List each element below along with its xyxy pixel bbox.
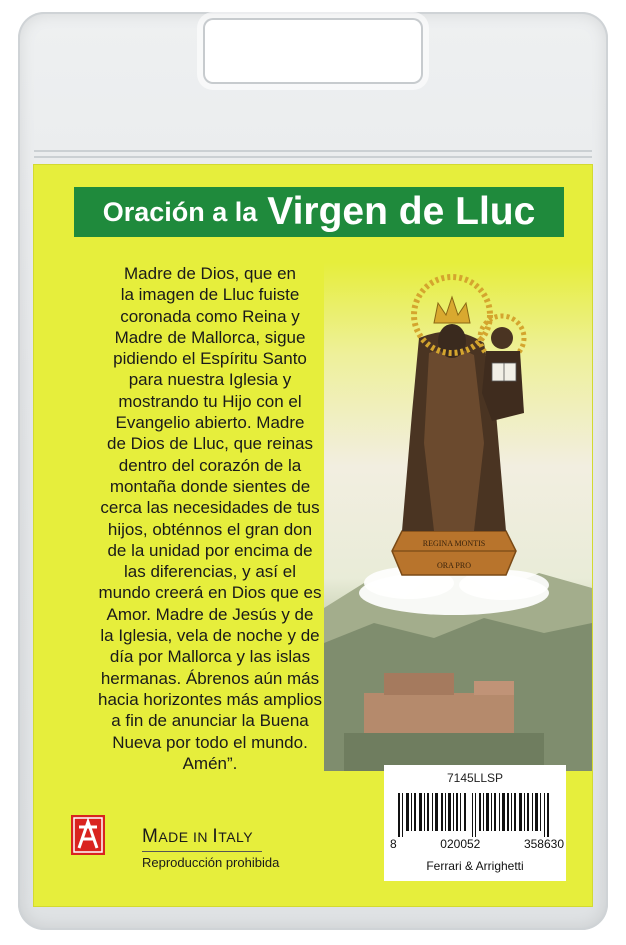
made-in-letter: M bbox=[142, 826, 159, 847]
prayer-line: la Iglesia, vela de noche y de bbox=[100, 626, 320, 646]
prayer-line: Madre de Mallorca, sigue bbox=[114, 327, 306, 347]
monastery-building bbox=[364, 693, 514, 733]
child-body bbox=[482, 351, 524, 421]
prayer-line: Amor. Madre de Jesús y de bbox=[106, 604, 314, 624]
virgin-image bbox=[324, 263, 592, 771]
virgin-crown bbox=[434, 297, 470, 323]
prayer-line: dentro del corazón de la bbox=[118, 455, 302, 475]
prayer-line: día por Mallorca y las islas bbox=[109, 647, 311, 667]
virgin-robe-highlight bbox=[424, 348, 484, 531]
sleeve-seal-line bbox=[34, 156, 592, 158]
virgin-statue-illustration bbox=[324, 263, 592, 771]
prayer-line: mostrando tu Hijo con el bbox=[118, 391, 302, 411]
prayer-line: de la unidad por encima de bbox=[107, 540, 313, 560]
prayer-line: a fin de anunciar la Buena bbox=[111, 711, 309, 731]
sku-code: 7145LLSP bbox=[446, 771, 504, 785]
prayer-line: la imagen de Lluc fuiste bbox=[120, 285, 300, 305]
prayer-line: Amén”. bbox=[182, 753, 238, 773]
barcode-digit-first: 8 bbox=[390, 837, 397, 851]
barcode-digits bbox=[390, 837, 564, 851]
barcode bbox=[398, 793, 552, 837]
pedestal-text-bottom: ORA PRO bbox=[436, 561, 472, 570]
prayer-line: mundo creerá en Dios que es bbox=[98, 583, 322, 603]
prayer-line: hermanas. Ábrenos aún más bbox=[100, 668, 320, 688]
prayer-line: montaña donde sientes de bbox=[109, 476, 311, 496]
italy-letter: I bbox=[212, 826, 219, 847]
divider bbox=[142, 851, 262, 852]
prayer-line: coronada como Reina y bbox=[120, 306, 300, 326]
prayer-line: Evangelio abierto. Madre bbox=[115, 413, 305, 433]
reproduction-notice: Reproducción prohibida bbox=[142, 855, 280, 870]
prayer-line: para nuestra Iglesia y bbox=[128, 370, 292, 390]
barcode-label bbox=[384, 765, 566, 881]
prayer-card bbox=[34, 165, 592, 906]
prayer-line: las diferencias, y así el bbox=[124, 562, 296, 582]
made-in-italy bbox=[142, 826, 253, 848]
hang-hole bbox=[203, 18, 423, 84]
title-main: Virgen de Lluc bbox=[267, 190, 536, 233]
prayer-line: de Dios de Lluc, que reinas bbox=[106, 434, 314, 454]
title-prefix: Oración a la bbox=[102, 196, 258, 227]
prayer-line: Madre de Dios, que en bbox=[124, 264, 296, 283]
monastery-building bbox=[384, 673, 454, 695]
monastery-building bbox=[474, 681, 514, 695]
made-in-text: ADE IN bbox=[158, 829, 213, 845]
barcode-bars bbox=[398, 793, 549, 837]
prayer-line: hacia horizontes más amplios bbox=[98, 689, 322, 709]
prayer-line: hijos, obténnos el gran don bbox=[107, 519, 313, 539]
barcode-digits-left: 020052 bbox=[440, 837, 481, 851]
barcode-digits-right: 358630 bbox=[523, 837, 564, 851]
child-head bbox=[491, 327, 513, 349]
prayer-line: Nueva por todo el mundo. bbox=[112, 732, 308, 752]
pedestal-text-top: REGINA MONTIS bbox=[422, 539, 486, 548]
manufacturer-name: Ferrari & Arrighetti bbox=[426, 859, 524, 873]
italy-text: TALY bbox=[218, 829, 254, 845]
prayer-line: pidiendo el Espíritu Santo bbox=[113, 349, 307, 369]
prayer-text bbox=[70, 263, 350, 774]
title-bar bbox=[74, 187, 564, 237]
prayer-line: cerca las necesidades de tus bbox=[100, 498, 320, 518]
sleeve-seal-line bbox=[34, 150, 592, 152]
ferrari-arrighetti-logo bbox=[71, 815, 105, 855]
